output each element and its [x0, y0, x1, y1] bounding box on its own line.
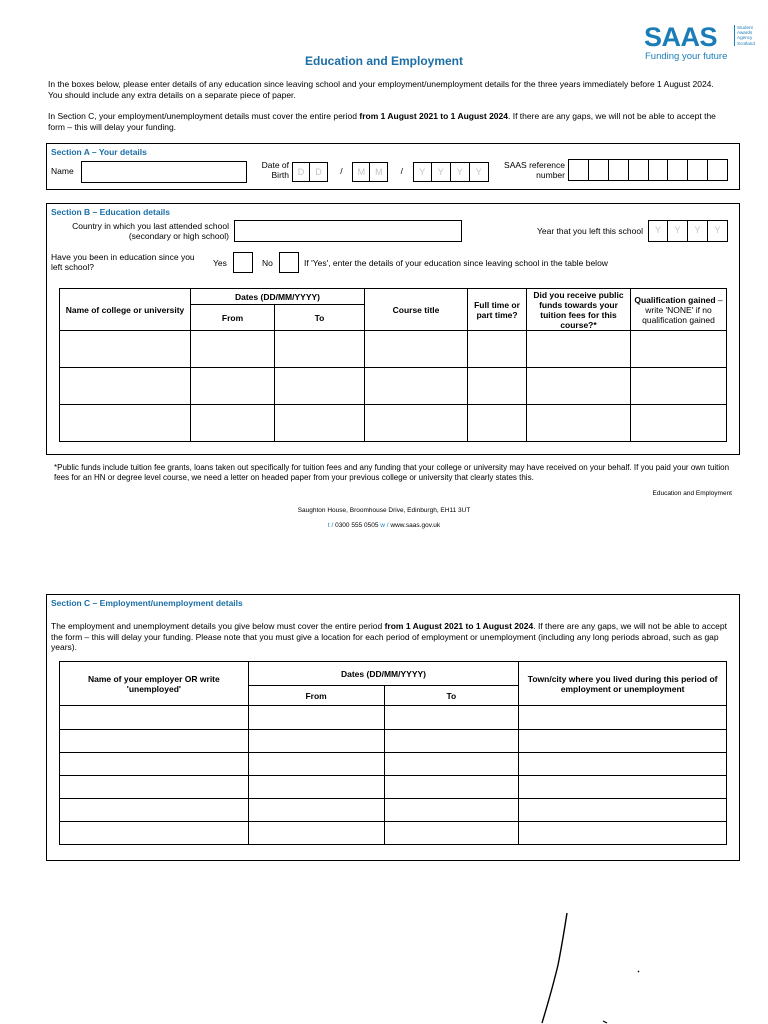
- saas-ref-label: SAAS reference number: [504, 160, 565, 180]
- yes-checkbox[interactable]: [233, 252, 253, 273]
- dob-month-2[interactable]: M: [370, 162, 388, 182]
- table-row[interactable]: [60, 776, 727, 799]
- table-row[interactable]: [60, 799, 727, 822]
- dob-month-1[interactable]: M: [352, 162, 370, 182]
- year-left-label: Year that you left this school: [536, 226, 643, 236]
- table-header-row: [60, 289, 727, 305]
- ref-cell[interactable]: [629, 160, 649, 180]
- dob-year-1[interactable]: Y: [413, 162, 432, 182]
- intro-text: In Section C, your employment/unemployment details must cover the entire period: [48, 111, 360, 121]
- dob-slash-2: /: [400, 166, 403, 176]
- yes-label: Yes: [213, 258, 227, 268]
- ref-cell[interactable]: [649, 160, 669, 180]
- table-row[interactable]: [60, 706, 727, 730]
- col-public-funds: Did you receive public funds towards your tuition fees for this course?*: [527, 289, 631, 331]
- section-a-title: Section A – Your details: [51, 147, 147, 157]
- ref-cell[interactable]: [589, 160, 609, 180]
- phone-number: 0300 555 0505: [335, 522, 379, 529]
- col-employer: Name of your employer OR write 'unemployed': [60, 662, 249, 706]
- col-town: Town/city where you lived during this period of employment or unemployment: [519, 662, 727, 706]
- education-table: [59, 288, 727, 442]
- table-row[interactable]: [60, 405, 727, 442]
- footer-contact: [0, 522, 768, 529]
- public-funds-footnote: *Public funds include tuition fee grants, loans taken out specifically for tuition fees and any funding that your college or university may have received on your behalf. If you paid your own tuition fees for an HN or degree level course, we need a letter on headed paper from your previous college or university that clearly states this.: [54, 463, 730, 482]
- col-from: From: [248, 686, 384, 706]
- dob-year-2[interactable]: Y: [432, 162, 451, 182]
- section-a: [46, 143, 740, 190]
- col-to: To: [275, 305, 365, 331]
- footer-address: Saughton House, Broomhouse Drive, Edinburgh, EH11 3UT: [297, 507, 471, 514]
- col-dates: Dates (DD/MM/YYYY): [248, 662, 519, 686]
- dob-day-2[interactable]: D: [310, 162, 328, 182]
- name-label: Name: [51, 166, 74, 176]
- dob-input[interactable]: [292, 162, 489, 182]
- section-c-period: from 1 August 2021 to 1 August 2024: [384, 621, 534, 631]
- section-c: [46, 594, 740, 861]
- logo-wordmark: SAAS: [644, 22, 718, 52]
- table-row[interactable]: [60, 822, 727, 845]
- dob-slash-1: /: [340, 166, 343, 176]
- table-row[interactable]: [60, 730, 727, 753]
- phone-prefix: t /: [327, 522, 334, 529]
- pen-tick: [603, 1021, 607, 1023]
- saas-ref-input[interactable]: [568, 159, 728, 181]
- year-cell-2[interactable]: Y: [668, 220, 688, 242]
- col-college: Name of college or university: [60, 289, 191, 331]
- no-checkbox[interactable]: [279, 252, 299, 273]
- table-row[interactable]: [60, 368, 727, 405]
- pen-stroke: [542, 913, 567, 1023]
- ref-cell[interactable]: [688, 160, 708, 180]
- logo-tagline: Funding your future: [645, 51, 728, 62]
- section-b: [46, 203, 740, 455]
- logo-subtitle: Student Awards Agency Scotland: [734, 25, 758, 46]
- col-fulltime: Full time or part time?: [468, 289, 527, 331]
- year-cell-1[interactable]: Y: [648, 220, 668, 242]
- col-to: To: [384, 686, 519, 706]
- section-b-title: Section B – Education details: [51, 207, 171, 217]
- col-qualification: [631, 289, 727, 331]
- ref-cell[interactable]: [668, 160, 688, 180]
- ref-cell[interactable]: [569, 160, 589, 180]
- section-c-title: Section C – Employment/unemployment details: [51, 598, 243, 608]
- dob-year-3[interactable]: Y: [451, 162, 470, 182]
- country-label: Country in which you last attended school (secondary or high school): [72, 221, 229, 241]
- section-c-instructions: [51, 621, 735, 653]
- dob-label: Date of Birth: [261, 160, 289, 180]
- qual-header-bold: Qualification gained: [634, 294, 716, 305]
- section-c-text: The employment and unemployment details you give below must cover the entire period: [51, 621, 385, 631]
- table-row[interactable]: [60, 331, 727, 368]
- handwritten-mark: [520, 905, 660, 1024]
- year-cell-4[interactable]: Y: [708, 220, 728, 242]
- year-cell-3[interactable]: Y: [688, 220, 708, 242]
- education-since-label: Have you been in education since you left school?: [51, 252, 195, 272]
- web-prefix: w /: [380, 522, 389, 529]
- name-input[interactable]: [81, 161, 247, 183]
- intro-warning: . If there are any gaps, we will not be able to accept the form – this will delay your funding.: [48, 111, 716, 132]
- no-label: No: [262, 258, 273, 268]
- col-from: From: [191, 305, 275, 331]
- dob-year-4[interactable]: Y: [470, 162, 489, 182]
- col-dates: Dates (DD/MM/YYYY): [191, 289, 365, 305]
- footer-doc-name: Education and Employment: [652, 490, 732, 497]
- pen-dot: [638, 971, 639, 972]
- intro-paragraph-1: In the boxes below, please enter details of any education since leaving school and your employment/unemployment details for the three years immediately before 1 August 2024. You should include any extra details on a separate piece of paper.: [48, 79, 714, 100]
- section-c-warning: . If there are any gaps, we will not be able to accept the form – this will delay your funding. Please note that you must give a location for each period of employment or unemployment (including any long periods abroad, such as gap years).: [51, 621, 727, 652]
- country-input[interactable]: [234, 220, 462, 242]
- table-header-row: [60, 662, 727, 686]
- if-yes-instruction: If 'Yes', enter the details of your education since leaving school in the table below: [304, 258, 608, 268]
- ref-cell[interactable]: [708, 160, 727, 180]
- employment-table: [59, 661, 727, 845]
- qual-header-note: – write 'NONE' if no qualification gained: [642, 294, 723, 325]
- intro-paragraph-2: [48, 111, 728, 132]
- website-link[interactable]: www.saas.gov.uk: [390, 522, 441, 529]
- ref-cell[interactable]: [609, 160, 629, 180]
- table-row[interactable]: [60, 753, 727, 776]
- col-course: Course title: [365, 289, 468, 331]
- dob-day-1[interactable]: D: [292, 162, 310, 182]
- page-title: Education and Employment: [304, 54, 463, 68]
- year-left-input[interactable]: [648, 220, 728, 242]
- intro-period: from 1 August 2021 to 1 August 2024: [359, 111, 508, 121]
